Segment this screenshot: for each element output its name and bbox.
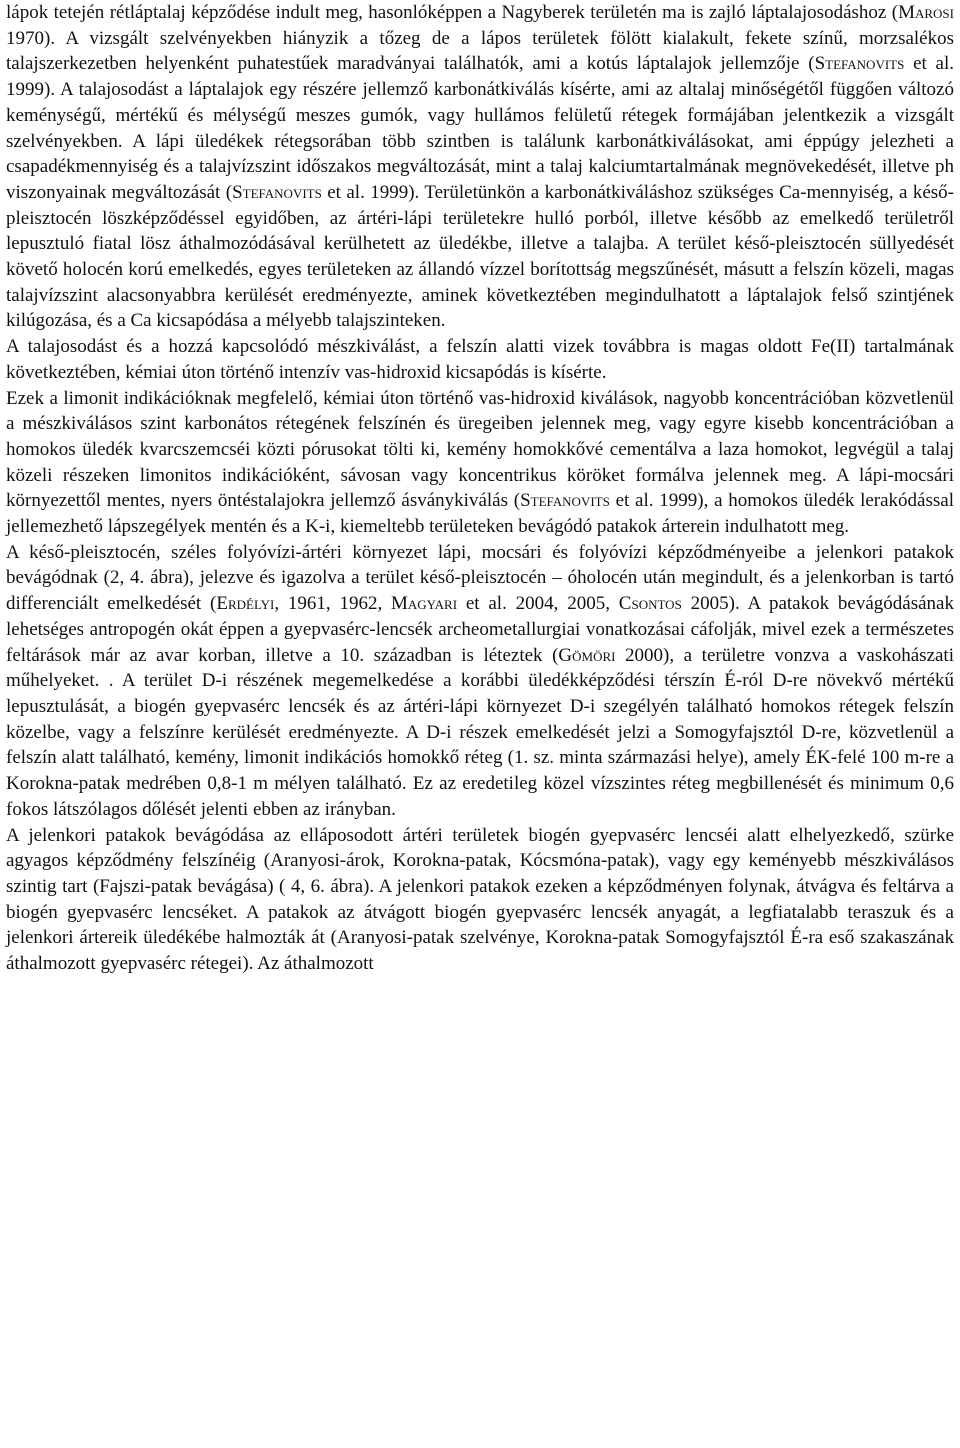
paragraph [6,823,954,977]
text-run: A késő-pleisztocén, széles folyóvízi-ártéri környezet lápi, mocsári és folyóvízi képződményeibe a jelenkori patakok bevágódnak (2, 4. ábra), jelezve és igazolva a terület késő-pleisztocén – óholocén után megindult, és a jelenkorban is tartó differenciált emelkedését ( [6,541,954,615]
author-citation: Erdélyi [216,593,275,615]
author-citation: Csontos [618,593,682,615]
text-run: A jelenkori patakok bevágódása az elláposodott ártéri területek biogén gyepvasérc lencséi alatt elhelyezkedő, szürke agyagos képződmény felszínéig (Aranyosi-árok, Korokna-patak, Kócsmóna-patak), vagy egy keményebb mészkiválásos szintig tart (Fajszi-patak bevágása) ( 4, 6. ábra). A jelenkori patakok ezeken a képződményen folynak, átvágva és feltárva a biogén gyepvasérc lencséket. A patakok az átvágott biogén gyepvasérc lencsék anyagát, a legfiatalabb teraszuk és a jelenkori ártereik üledékébe halmozták át (Aranyosi-patak szelvénye, Korokna-patak Somogyfajsztól É-ra eső szakaszának áthalmozott gyepvasérc rétegei). Az áthalmozott [6,824,954,975]
text-run: et al. 1999), a homokos üledék lerakódással jellemezhető lápszegélyek mentén és a K-i, kiemeltebb területeken bevágódó patakok árterein indulhatott meg. [6,490,954,538]
text-run: et al. 1999). Területünkön a karbonátkiváláshoz szükséges Ca-mennyiség, a késő-pleisztocén löszképződéssel egyidőben, az ártéri-lápi területekre hulló porból, illetve később az emelkedő területről lepusztuló fiatal lösz áthalmozódásával kerülhetett az üledékbe, illetve a talajba. A terület késő-pleisztocén süllyedését követő holocén korú emelkedés, egyes területeken az állandó vízzel borítottság megszűnését, másutt a felszín közeli, magas talajvízszint alacsonyabbra kerülését eredményezte, aminek következtében megindulhatott a láptalajok felső szintjének kilúgozása, és a Ca kicsapódása a mélyebb talajszinteken. [6,181,954,332]
text-run: Ezek a limonit indikációknak megfelelő, kémiai úton történő vas-hidroxid kiválások, nagyobb koncentrációban közvetlenül a mészkiválásos szint karbonátos rétegének felszínén és üregeiben jelennek meg, vagy egyre kisebb koncentrációban a homokos üledék kvarcszemcséi közti pórusokat tölti ki, kemény homokkővé cementálva a laza homokot, legvégül a talaj közeli részeken limonitos indikációként, sávosan vagy koncentrikus köröket formálva jelennek meg. A lápi-mocsári környezettől mentes, nyers öntéstalajokra jellemző ásványkiválás ( [6,387,954,512]
paragraph [6,386,954,540]
author-citation: Stefanovits [814,53,905,75]
paragraph [6,334,954,385]
text-run: lápok tetején rétláptalaj képződése indult meg, hasonlóképpen a Nagyberek területén ma is zajló láptalajosodáshoz ( [6,2,899,23]
text-run: 2005). A patakok bevágódásának lehetséges antropogén okát éppen a gyepvasérc-lencsék archeometallurgiai vonatkozásai cáfolják, mivel ezek a természetes feltárások már az avar korban, illetve a 10. században is léteztek ( [6,593,954,666]
author-citation: Stefanovits [520,490,610,512]
text-run: , 1961, 1962, [274,593,392,615]
text-run: 2000), a területre vonzva a vaskohászati műhelyeket. . A terület D-i részének megemelkedése a korábbi üledékképződési térszín É-ról D-re növekvő mértékű lepusztulását, a biogén gyepvasérc lencsék és az ártéri-lápi környezet D-i szegélyén található homokos rétegek felszín közelbe, vagy a felszínre kerülését eredményezte. A D-i részek emelkedését jelzi a Somogyfajsztól D-re, közvetlenül a felszín alatt található, kemény, limonit indikációs homokkő réteg (1. sz. minta származási helye), amely ÉK-felé 100 m-re a Korokna-patak medrében 0,8-1 m mélyen található. Ez az eredetileg közel vízszintes réteg megbillenését és minimum 0,6 fokos látszólagos dőlését jelenti ebben az irányban. [6,644,954,820]
paragraph [6,0,954,334]
author-citation: Marosi [898,2,954,23]
text-run: et al. 2004, 2005, [457,593,619,615]
paragraph [6,540,954,823]
author-citation: Stefanovits [232,181,322,203]
text-run: 1970). A vizsgált szelvényekben hiányzik a tőzeg de a lápos területek fölött kialakult, fekete színű, morzsalékos talajszerkezetben helyenként puhatestűek maradványai találhatók, ami a kotús láptalajok jellemzője ( [6,27,954,75]
text-run: A talajosodást és a hozzá kapcsolódó mészkiválást, a felszín alatti vizek továbbra is magas oldott Fe(II) tartalmának következtében, kémiai úton történő intenzív vas-hidroxid kicsapódás is kísérte. [6,336,954,383]
text-run: et al. 1999). A talajosodást a láptalajok egy részére jellemző karbonátkiválás kísérte, ami az altalaj minőségétől függően változó keménységű, mértékű és mélységű meszes gumók, vagy hullámos felületű rétegek formájában jelentkezik a vizsgált szelvényekben. A lápi üledékek rétegsorában több szintben is találunk karbonátkiválásokat, ami éppúgy jelezheti a csapadékmennyiség és a talajvízszint időszakos megváltozását, mint a talaj kalciumtartalmának megnövekedését, illetve ph viszonyainak megváltozását ( [6,53,954,203]
author-citation: Magyari [391,593,458,615]
author-citation: Gömöri [558,644,616,666]
